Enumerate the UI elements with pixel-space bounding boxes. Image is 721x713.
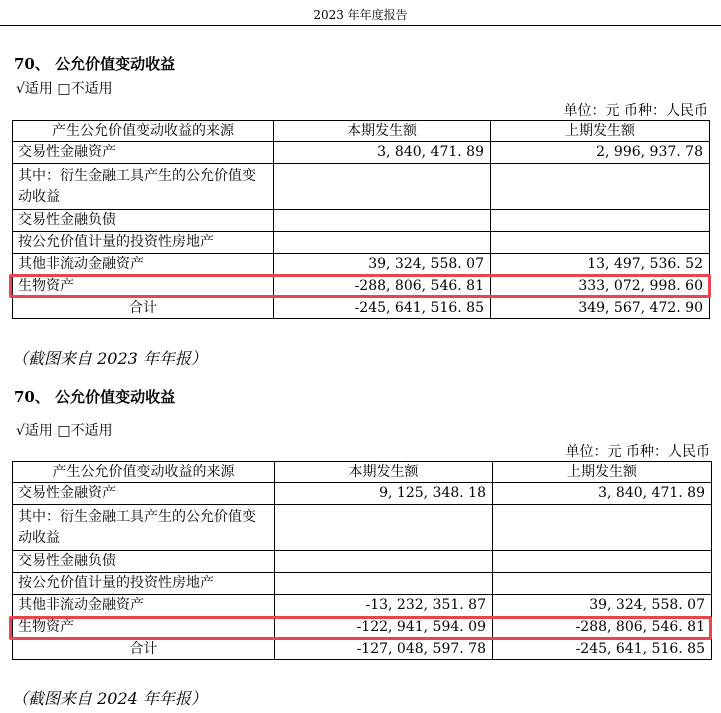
current-amount: 39, 324, 558. 07 [274,254,491,276]
previous-amount [493,573,712,595]
current-amount [274,232,491,254]
current-amount [275,505,493,551]
row-label: 按公允价值计量的投资性房地产 [13,232,274,254]
current-amount: -127, 048, 597. 78 [275,639,493,660]
previous-amount: 349, 567, 472. 90 [491,298,710,319]
row-label: 交易性金融负债 [13,210,274,232]
source-caption: （截图来自 2023 年年报） [12,349,207,368]
previous-amount: 13, 497, 536. 52 [491,254,710,276]
previous-amount: 333, 072, 998. 60 [491,276,710,298]
table-row-highlighted [13,276,710,298]
page-header-title: 2023 年年度报告 [313,8,408,22]
current-amount: 3, 840, 471. 89 [274,142,491,164]
unit-currency-note: 单位：元 币种：人民币 [563,103,708,119]
table-row [13,551,712,573]
header-divider [0,25,721,26]
table-row [13,210,710,232]
previous-amount [491,210,710,232]
previous-amount [493,505,712,551]
table-row [13,164,710,210]
current-amount [274,164,491,210]
table-row-total [13,639,712,660]
section-title: 70、 公允价值变动收益 [14,388,176,406]
table-row [13,232,710,254]
table-row [13,483,712,505]
previous-amount: 39, 324, 558. 07 [493,595,712,617]
previous-amount [491,164,710,210]
table-row [13,573,712,595]
row-label: 合计 [13,639,275,660]
row-label: 其他非流动金融资产 [13,595,275,617]
row-label: 合计 [13,298,274,319]
row-label: 交易性金融资产 [13,142,274,164]
table-row-highlighted [13,617,712,639]
row-label: 其中：衍生金融工具产生的公允价值变动收益 [13,164,274,210]
column-header-previous: 上期发生额 [493,462,712,483]
row-label: 生物资产 [13,617,275,639]
row-label: 交易性金融资产 [13,483,275,505]
source-caption: （截图来自 2024 年年报） [12,689,207,708]
table-row [13,254,710,276]
fair-value-table [12,461,712,660]
previous-amount: 2, 996, 937. 78 [491,142,710,164]
section-title: 70、 公允价值变动收益 [14,55,176,73]
table-row-total [13,298,710,319]
column-header-source: 产生公允价值变动收益的来源 [13,121,274,142]
current-amount: -245, 641, 516. 85 [274,298,491,319]
previous-amount [493,551,712,573]
applicability-indicator: √适用 □不适用 [16,423,113,439]
row-label: 其他非流动金融资产 [13,254,274,276]
current-amount [274,210,491,232]
table-row [13,595,712,617]
applicability-indicator: √适用 □不适用 [16,81,113,97]
current-amount: 9, 125, 348. 18 [275,483,493,505]
current-amount [275,573,493,595]
current-amount: -13, 232, 351. 87 [275,595,493,617]
unit-currency-note: 单位：元 币种：人民币 [565,444,710,460]
fair-value-table [12,120,710,319]
previous-amount: -288, 806, 546. 81 [493,617,712,639]
table-row [13,142,710,164]
previous-amount: -245, 641, 516. 85 [493,639,712,660]
current-amount [275,551,493,573]
row-label: 按公允价值计量的投资性房地产 [13,573,275,595]
row-label: 生物资产 [13,276,274,298]
column-header-current: 本期发生额 [275,462,493,483]
column-header-previous: 上期发生额 [491,121,710,142]
current-amount: -288, 806, 546. 81 [274,276,491,298]
table-row [13,505,712,551]
previous-amount [491,232,710,254]
row-label: 交易性金融负债 [13,551,275,573]
column-header-source: 产生公允价值变动收益的来源 [13,462,275,483]
current-amount: -122, 941, 594. 09 [275,617,493,639]
column-header-current: 本期发生额 [274,121,491,142]
previous-amount: 3, 840, 471. 89 [493,483,712,505]
row-label: 其中：衍生金融工具产生的公允价值变动收益 [13,505,275,551]
